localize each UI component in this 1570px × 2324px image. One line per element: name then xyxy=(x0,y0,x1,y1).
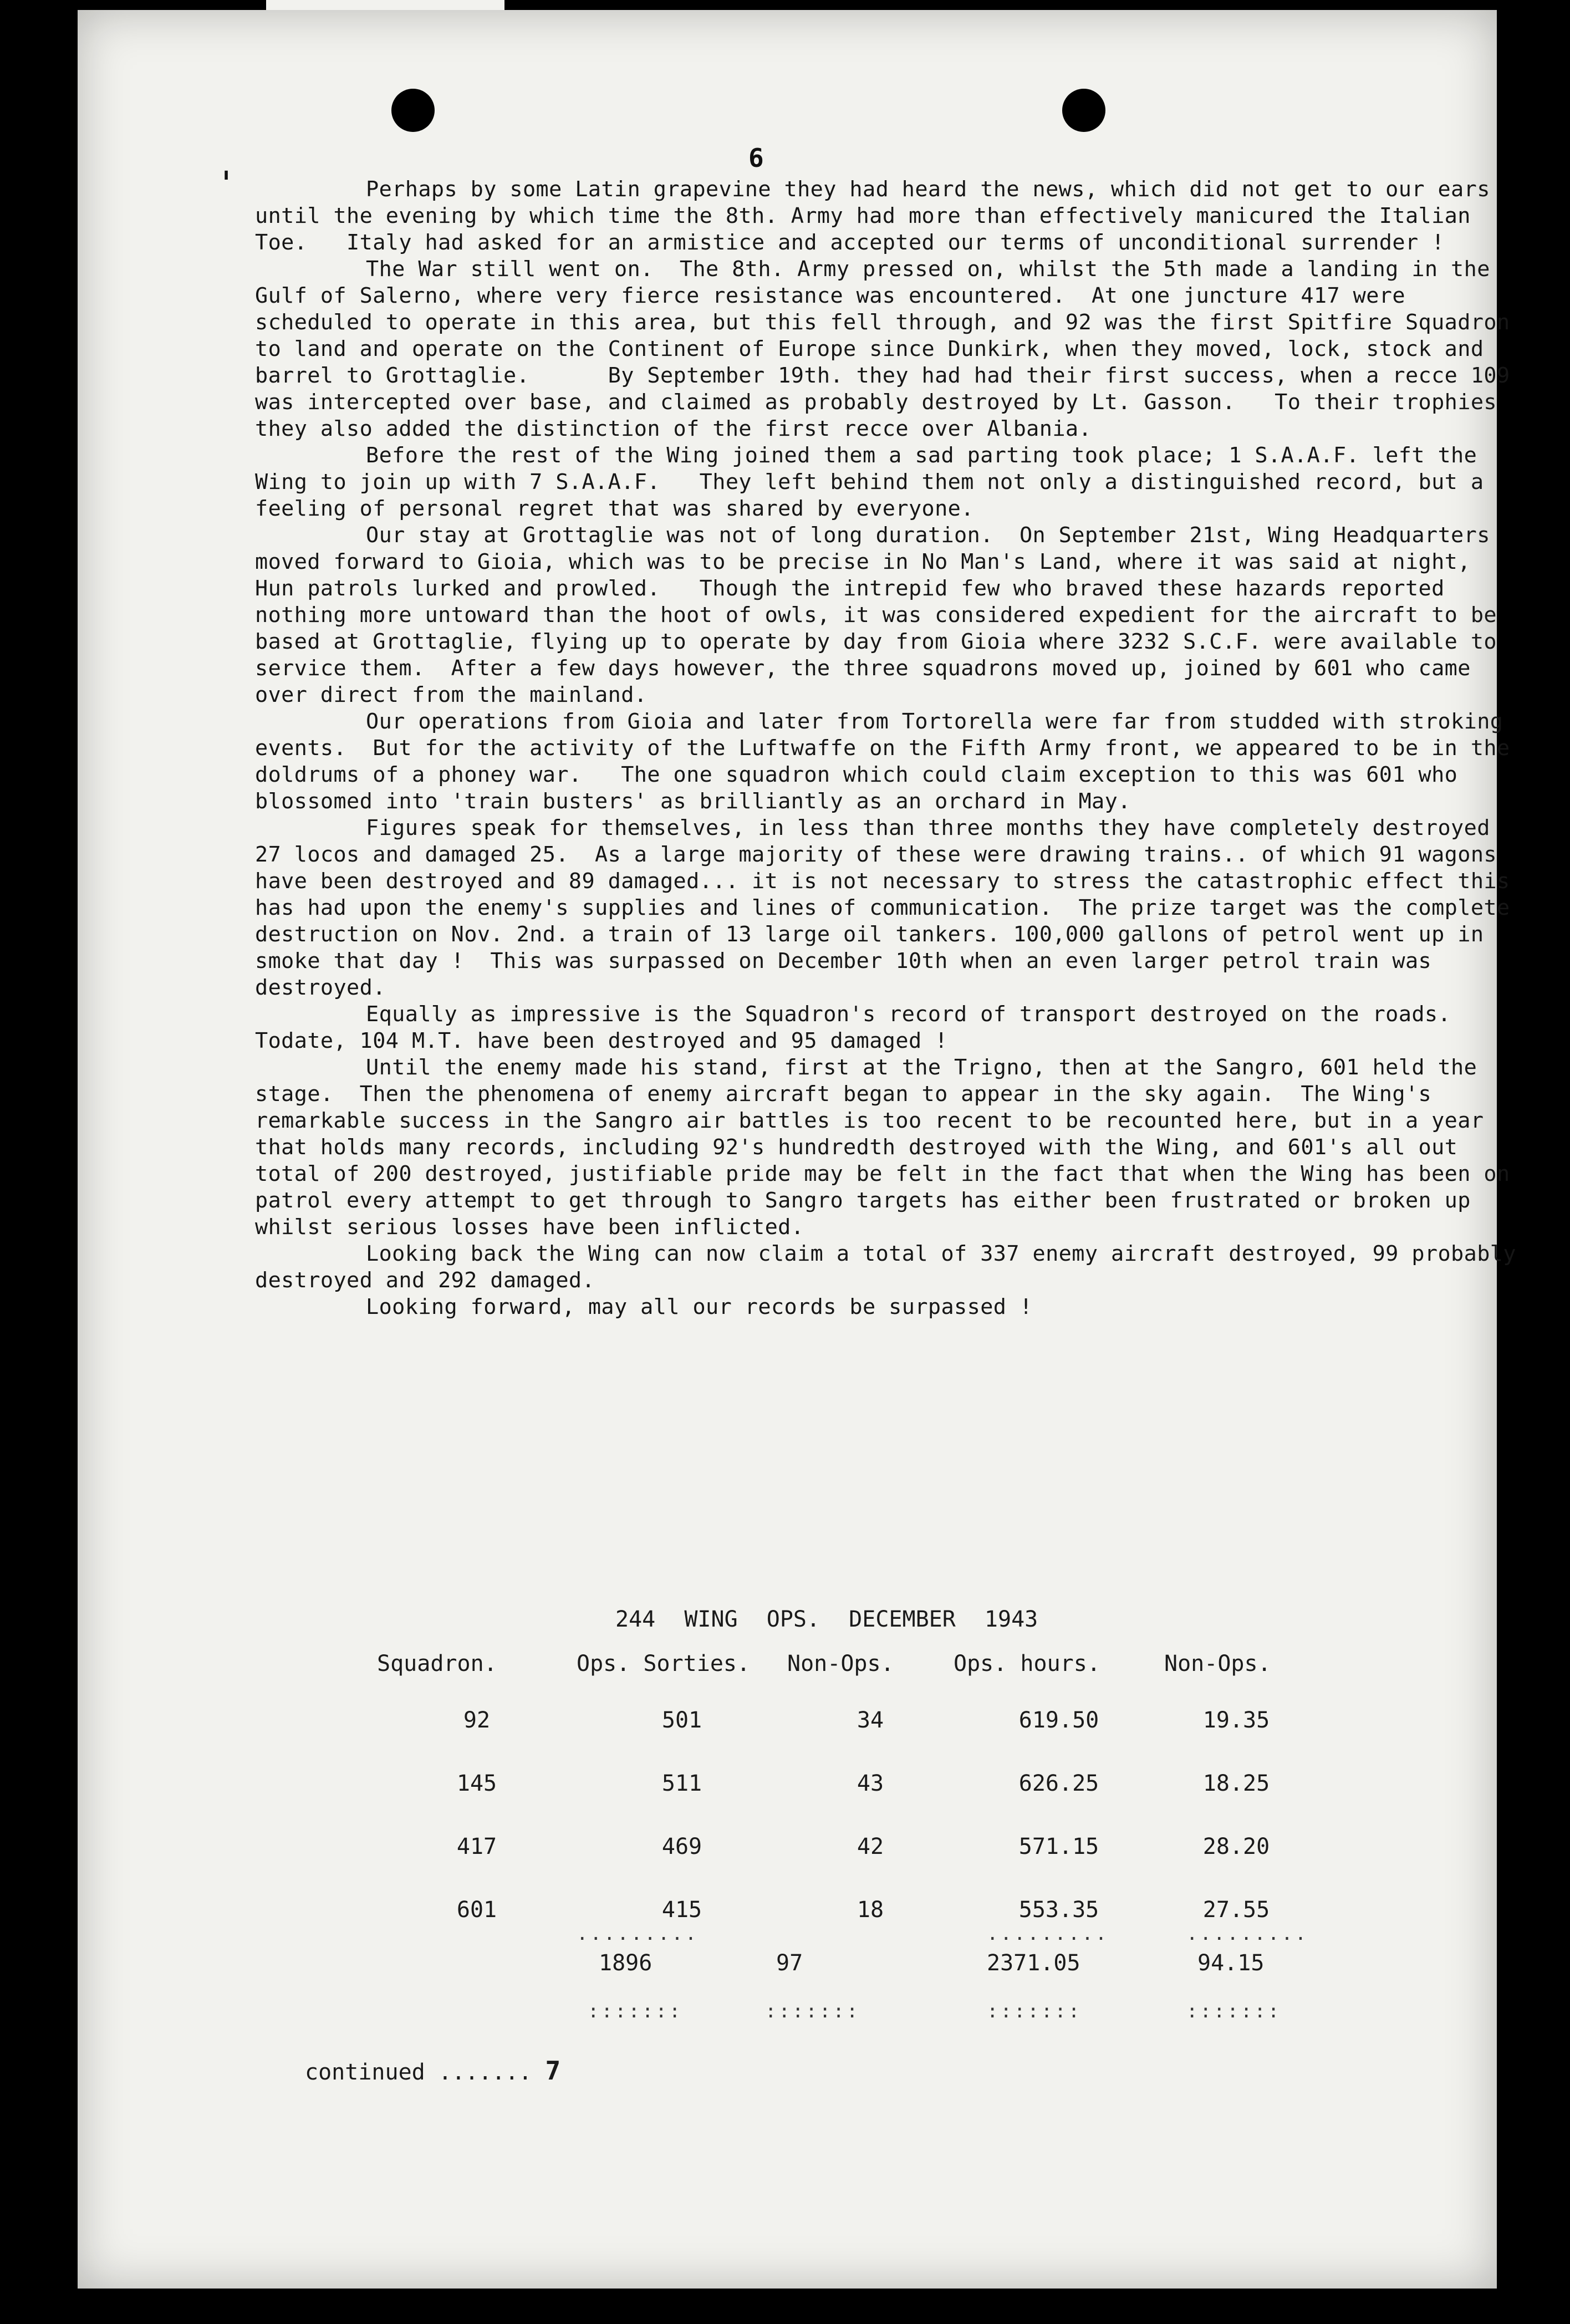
col-header-non-ops-hours: Non-Ops. xyxy=(1164,1651,1271,1676)
table-cell: 145 xyxy=(456,1771,497,1796)
total-ops-sorties: 1896 xyxy=(599,1950,653,1976)
margin-mark: ˈ xyxy=(216,165,237,204)
table-cell: 18.25 xyxy=(1202,1771,1270,1796)
ops-table xyxy=(377,1651,1308,1960)
table-cell: 553.35 xyxy=(1018,1897,1099,1923)
table-cell: 42 xyxy=(857,1834,884,1859)
table-row xyxy=(377,1834,1308,1897)
table-row xyxy=(377,1708,1308,1771)
continued-label: continued ....... xyxy=(305,2060,532,2085)
table-cell: 417 xyxy=(456,1834,497,1859)
table-cell: 601 xyxy=(456,1897,497,1923)
table-cell: 27.55 xyxy=(1202,1897,1270,1923)
continued-page-number: 7 xyxy=(545,2056,561,2086)
dots: ::::::: xyxy=(765,2000,860,2022)
table-cell: 92 xyxy=(463,1708,491,1733)
body-text xyxy=(255,176,1530,1321)
paragraph-1: Perhaps by some Latin grapevine they had heard the news, which did not get to our ears until the evening by which time the 8th. Army had more than effectively manicured the Italian Toe. Italy had asked for an armistice and accepted our terms of unconditional surrender ! xyxy=(255,177,1503,255)
paragraph-9: Looking back the Wing can now claim a total of 337 enemy aircraft destroyed, 99 probably destroyed and 292 damaged. xyxy=(255,1241,1530,1293)
table-cell: 571.15 xyxy=(1018,1834,1099,1859)
table-cell: 28.20 xyxy=(1202,1834,1270,1859)
paragraph-6: Figures speak for themselves, in less than three months they have completely destroyed 27 locos and damaged 25. As a large majority of these were drawing trains.. of which 91 wagons have been destroyed and 89 damaged... it is not necessary to stress the catastrophic effect this has had upon the enemy's supplies and lines of communication. The prize target was the complete destruction on Nov. 2nd. a train of 13 large oil tankers. 100,000 gallons of petrol went up in smoke that day ! This was surpassed on December 10th when an even larger petrol train was destroyed. xyxy=(255,816,1523,1000)
table-cell: 43 xyxy=(857,1771,884,1796)
paragraph-10: Looking forward, may all our records be surpassed ! xyxy=(366,1294,1033,1319)
total-non-ops: 97 xyxy=(776,1950,803,1976)
table-title-left: 244 WING OPS. xyxy=(615,1607,820,1632)
col-header-ops-sorties: Ops. Sorties. xyxy=(577,1651,751,1676)
paragraph-2: The War still went on. The 8th. Army pressed on, whilst the 5th made a landing in the Gulf of Salerno, where very fierce resistance was encountered. At one juncture 417 were scheduled to operate in this area, but this fell through, and 92 was the first Spitfire Squadron to land and operate on the Continent of Europe since Dunkirk, when they moved, lock, stock and barrel to Grottaglie. By September 19th. they had had their first success, when a recce 109 was intercepted over base, and claimed as probably destroyed by Lt. Gasson. To their trophies they also added the distinction of the first recce over Albania. xyxy=(255,257,1523,441)
table-cell: 18 xyxy=(857,1897,884,1923)
dots: ......... xyxy=(1186,1923,1309,1945)
totals-rule-bottom xyxy=(577,2000,1353,2022)
table-header-row xyxy=(377,1651,1308,1708)
paper-tab xyxy=(266,0,504,10)
total-non-ops-hours: 94.15 xyxy=(1197,1950,1265,1976)
paragraph-7: Equally as impressive is the Squadron's record of transport destroyed on the roads. Todate, 104 M.T. have been destroyed and 95 damaged ! xyxy=(255,1002,1477,1053)
page-number-header: 6 xyxy=(748,143,765,173)
table-cell: 511 xyxy=(661,1771,702,1796)
punch-hole-right xyxy=(1062,89,1105,132)
total-ops-hours: 2371.05 xyxy=(987,1950,1080,1976)
table-cell: 501 xyxy=(661,1708,702,1733)
table-cell: 619.50 xyxy=(1018,1708,1099,1733)
dots: ......... xyxy=(987,1923,1109,1945)
table-title-right: DECEMBER 1943 xyxy=(849,1607,1038,1632)
col-header-ops-hours: Ops. hours. xyxy=(954,1651,1100,1676)
table-row xyxy=(377,1771,1308,1834)
table-cell: 34 xyxy=(857,1708,884,1733)
table-title xyxy=(615,1607,1038,1632)
dots: ::::::: xyxy=(588,2000,683,2022)
col-header-squadron: Squadron. xyxy=(377,1651,497,1676)
table-cell: 415 xyxy=(661,1897,702,1923)
table-cell: 469 xyxy=(661,1834,702,1859)
table-cell: 19.35 xyxy=(1202,1708,1270,1733)
totals-rule-top xyxy=(577,1923,1353,1945)
paragraph-8: Until the enemy made his stand, first at the Trigno, then at the Sangro, 601 held the stage. Then the phenomena of enemy aircraft began to appear in the sky again. The Wing's remarkable success in the Sangro air battles is too recent to be recounted here, but in a year that holds many records, including 92's hundredth destroyed with the Wing, and 601's all out total of 200 destroyed, justifiable pride may be felt in the fact that when the Wing has been on patrol every attempt to get through to Sangro targets has either been frustrated or broken up whilst serious losses have been inflicted. xyxy=(255,1055,1523,1240)
paragraph-3: Before the rest of the Wing joined them a sad parting took place; 1 S.A.A.F. left the Wing to join up with 7 S.A.A.F. They left behind them not only a distinguished record, but a feeling of personal regret that was shared by everyone. xyxy=(255,443,1497,521)
dots: ::::::: xyxy=(1186,2000,1282,2022)
document-page xyxy=(78,10,1530,2289)
dots: ......... xyxy=(577,1923,699,1945)
col-header-non-ops: Non-Ops. xyxy=(787,1651,894,1676)
dots: ::::::: xyxy=(987,2000,1082,2022)
continued-note xyxy=(305,2056,560,2086)
paragraph-5: Our operations from Gioia and later from Tortorella were far from studded with stroking events. But for the activity of the Luftwaffe on the Fifth Army front, we appeared to be in the doldrums of a phoney war. The one squadron which could claim exception to this was 601 who blossomed into 'train busters' as brilliantly as an orchard in May. xyxy=(255,709,1523,814)
table-cell: 626.25 xyxy=(1018,1771,1099,1796)
paragraph-4: Our stay at Grottaglie was not of long duration. On September 21st, Wing Headquarters moved forward to Gioia, which was to be precise in No Man's Land, where it was said at night, Hun patrols lurked and prowled. Though the intrepid few who braved these hazards reported nothing more untoward than the hoot of owls, it was considered expedient for the aircraft to be based at Grottaglie, flying up to operate by day from Gioia where 3232 S.C.F. were available to service them. After a few days however, the three squadrons moved up, joined by 601 who came over direct from the mainland. xyxy=(255,523,1510,707)
punch-hole-left xyxy=(391,89,435,132)
